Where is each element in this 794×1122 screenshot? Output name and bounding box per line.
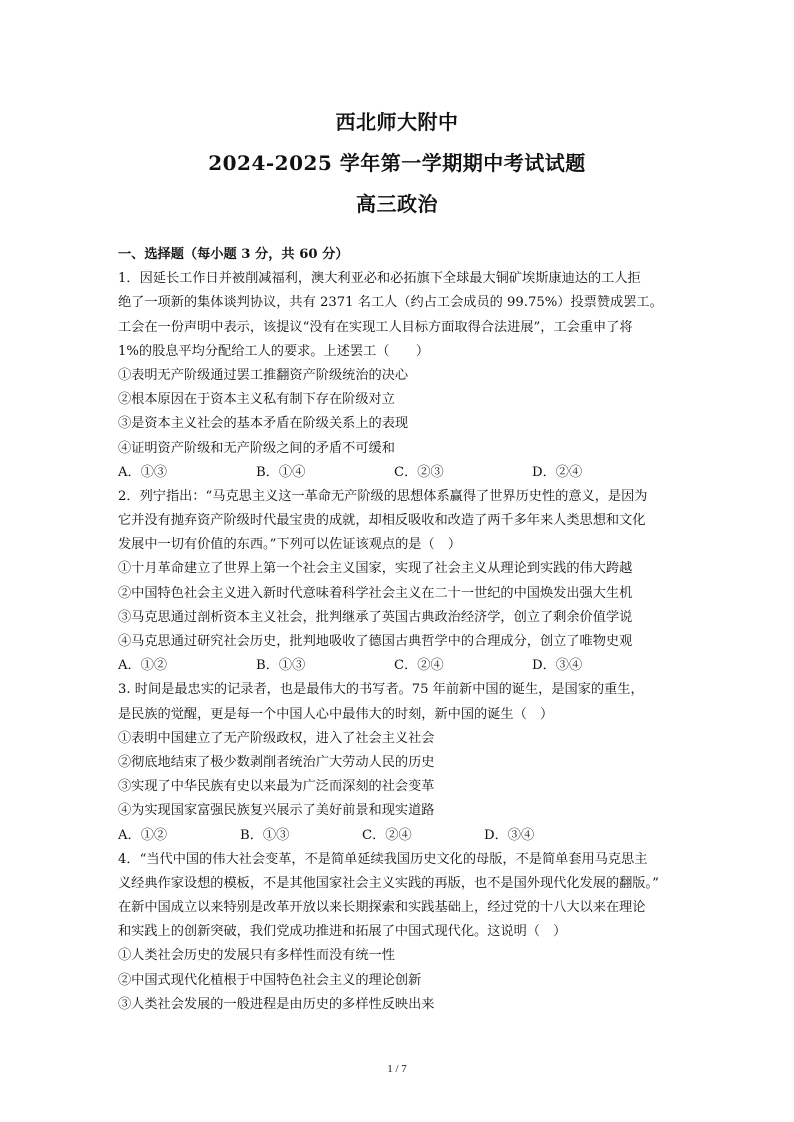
statement: ③实现了中华民族有史以来最为广泛而深刻的社会变革 [118, 779, 435, 795]
question-text-line: 是民族的觉醒，更是每一个中国人心中最伟大的时刻，新中国的诞生（ ） [118, 706, 554, 722]
option-d: D．②④ [532, 464, 583, 480]
answer-options [118, 654, 678, 678]
statement: ③马克思通过剖析资本主义社会，批判继承了英国古典政治经济学，创立了剩余价值学说 [118, 609, 633, 625]
question-text-line: 1．因延长工作日并被削减福利，澳大利亚必和必拓旗下全球最大铜矿埃斯康迪达的工人拒 [118, 271, 641, 287]
subject-title: 高三政治 [356, 192, 438, 216]
question-text-line: 1%的股息平均分配给工人的要求。上述罢工（ ） [118, 343, 430, 359]
question-1 [118, 267, 678, 485]
option-b: B．①③ [240, 827, 290, 843]
option-d: D．③④ [484, 827, 535, 843]
section-heading: 一、选择题（每小题 3 分，共 60 分） [118, 247, 349, 262]
statement: ①表明无产阶级通过罢工推翻资产阶级统治的决心 [118, 367, 409, 383]
statement: ③是资本主义社会的基本矛盾在阶级关系上的表现 [118, 416, 409, 432]
option-a: A．①③ [118, 464, 168, 480]
question-text-line: 在新中国成立以来特别是改革开放以来长期探索和实践基础上，经过党的十八大以来在理论 [118, 900, 646, 916]
statement: ①人类社会历史的发展只有多样性而没有统一性 [118, 948, 395, 964]
statement: ①表明中国建立了无产阶级政权，进入了社会主义社会 [118, 730, 435, 746]
question-text-line: 义经典作家设想的模板，不是其他国家社会主义实践的再版，也不是国外现代化发展的翻版。” [118, 875, 659, 891]
statement: ④证明资产阶级和无产阶级之间的矛盾不可缓和 [118, 440, 395, 456]
statement: ④为实现国家富强民族复兴展示了美好前景和现实道路 [118, 803, 435, 819]
option-a: A．①② [118, 658, 168, 674]
page-number: 1 / 7 [387, 1063, 407, 1075]
question-text-line: 它并没有抛弃资产阶级时代最宝贵的成就，却相反吸收和改造了两千多年来人类思想和文化 [118, 513, 646, 529]
question-3 [118, 678, 678, 847]
statement: ②中国式现代化植根于中国特色社会主义的理论创新 [118, 972, 422, 988]
question-4 [118, 848, 678, 1017]
question-text-line: 3. 时间是最忠实的记录者，也是最伟大的书写者。75 年前新中国的诞生，是国家的重生， [118, 682, 644, 698]
statement: ②中国特色社会主义进入新时代意味着科学社会主义在二十一世纪的中国焕发出强大生机 [118, 585, 633, 601]
statement: ②根本原因在于资本主义私有制下存在阶级对立 [118, 392, 395, 408]
school-title: 西北师大附中 [335, 110, 459, 134]
question-text-line: 绝了一项新的集体谈判协议，共有 2371 名工人（约占工会成员的 99.75%）投票赞成罢工。 [118, 295, 663, 311]
answer-options [118, 824, 678, 848]
option-b: B．①④ [256, 464, 306, 480]
question-text-line: 发展中一切有价值的东西。”下列可以佐证该观点的是（ ） [118, 537, 462, 553]
option-c: C．②③ [394, 464, 444, 480]
option-d: D．③④ [532, 658, 583, 674]
option-a: A．①② [118, 827, 168, 843]
question-text-line: 2．列宁指出：“马克思主义这一革命无产阶级的思想体系赢得了世界历史性的意义，是因为 [118, 488, 648, 504]
answer-options [118, 461, 678, 485]
question-text-line: 和实践上的创新突破，我们党成功推进和拓展了中国式现代化。这说明（ ） [118, 924, 567, 940]
question-2 [118, 485, 678, 679]
question-content [118, 243, 678, 1017]
option-c: C．②④ [362, 827, 412, 843]
question-text-line: 工会在一份声明中表示，该提议“没有在实现工人目标方面取得合法进展”，工会重申了将 [118, 319, 633, 335]
statement: ③人类社会发展的一般进程是由历史的多样性反映出来 [118, 996, 435, 1012]
question-text-line: 4．“当代中国的伟大社会变革，不是简单延续我国历史文化的母版，不是简单套用马克思主 [118, 851, 648, 867]
option-c: C．②④ [394, 658, 444, 674]
option-b: B．①③ [256, 658, 306, 674]
exam-title: 2024-2025 学年第一学期期中考试试题 [208, 151, 586, 175]
statement: ④马克思通过研究社会历史，批判地吸收了德国古典哲学中的合理成分，创立了唯物史观 [118, 634, 633, 649]
statement: ①十月革命建立了世界上第一个社会主义国家，实现了社会主义从理论到实践的伟大跨越 [118, 561, 633, 577]
statement: ②彻底地结束了极少数剥削者统治广大劳动人民的历史 [118, 754, 435, 770]
